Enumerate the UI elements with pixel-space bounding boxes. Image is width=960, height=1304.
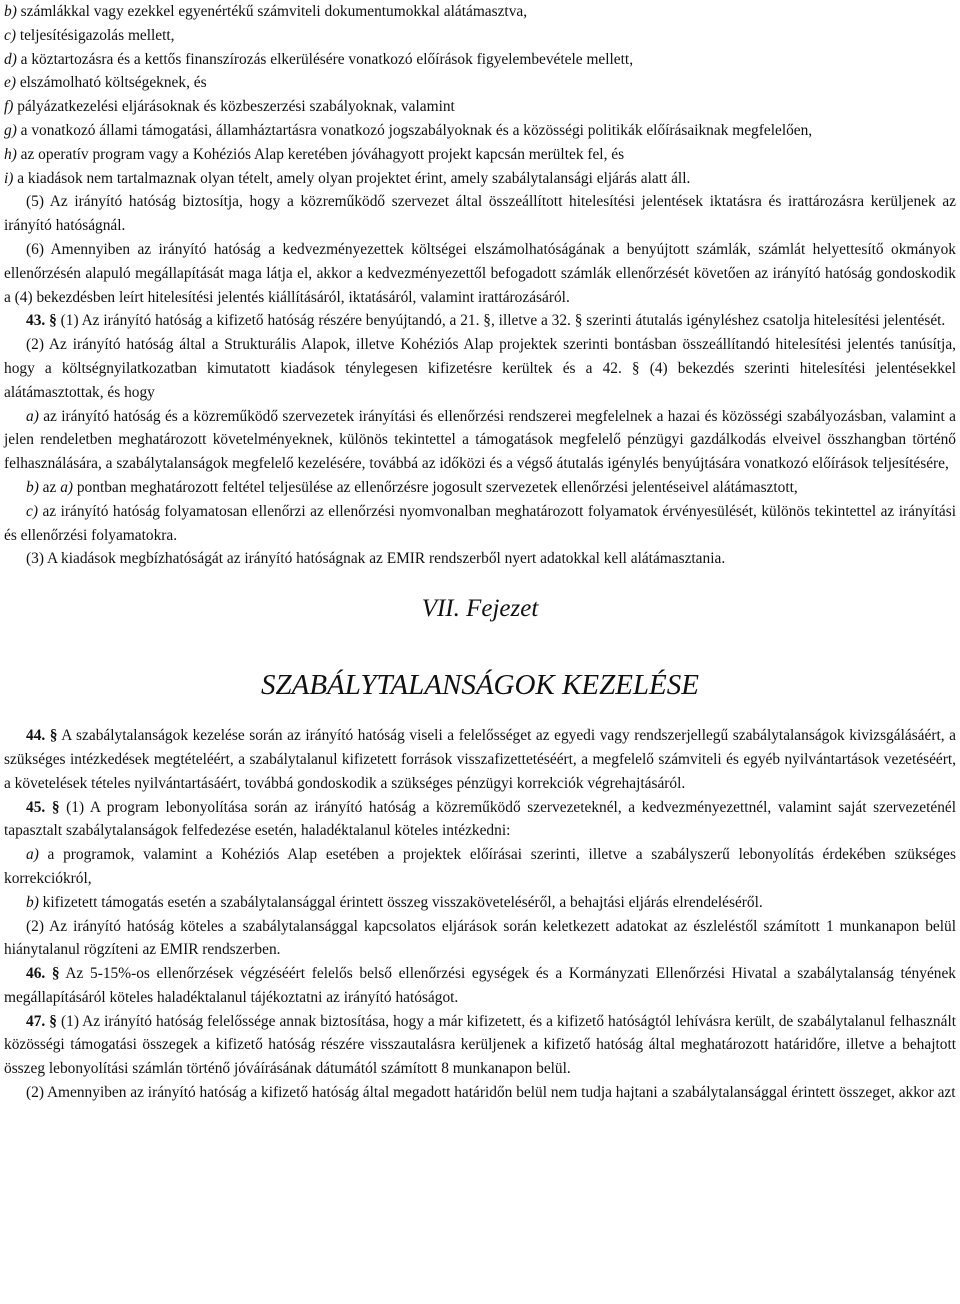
section-43 xyxy=(4,309,956,571)
section-47-p2: (2) Amennyiben az irányító hatóság a kifizető hatóság által megadott határidőn belül nem tudja hajtani a szabálytalansággal érintett összeget, akkor azt xyxy=(26,1084,956,1102)
section-44 xyxy=(4,724,956,795)
section-43-p1 xyxy=(4,309,956,333)
item-text: kifizetett támogatás esetén a szabálytalansággal érintett összeg visszaköveteléséről, a behajtási eljárás elrendeléséről. xyxy=(38,893,763,911)
item-label: a) xyxy=(26,846,39,864)
section-number: 46. § xyxy=(26,965,60,983)
section-number: 44. § xyxy=(26,727,58,745)
section-46-text xyxy=(4,962,956,1010)
section-text: Az 5-15%-os ellenőrzések végzéséért felelős belső ellenőrzési egységek és a Kormányzati Ellenőrzési Hivatal a szabálytalanság tényének megállapításáról köteles haladéktalanul tájékoztatni az irányító hatóságot. xyxy=(4,965,956,1006)
item-label: c) xyxy=(4,26,16,44)
section-47 xyxy=(4,1010,956,1105)
item-label: h) xyxy=(4,145,17,163)
section-47-p1 xyxy=(4,1010,956,1081)
list-item-b xyxy=(4,0,956,24)
section-45-p1 xyxy=(4,796,956,844)
item-reference: a) xyxy=(60,478,74,496)
item-text: a kiadások nem tartalmaznak olyan tételt, amely olyan projektet érint, amely szabálytalansági eljárás alatt áll. xyxy=(13,169,691,187)
item-label: e) xyxy=(4,74,16,92)
section-44-text xyxy=(4,724,956,795)
section-43-p3: (3) A kiadások megbízhatóságát az irányító hatóságnak az EMIR rendszerből nyert adatokkal kell alátámasztania. xyxy=(26,550,726,568)
item-label: c) xyxy=(26,502,38,520)
item-text: a vonatkozó állami támogatási, államháztartásra vonatkozó jogszabályoknak és a közösségi politikák előírásaiknak megfelelően, xyxy=(16,121,813,139)
item-label: a) xyxy=(26,407,39,425)
item-label: i) xyxy=(4,169,14,187)
list-item-g xyxy=(4,119,956,143)
item-text: számlákkal vagy ezekkel egyenértékű számviteli dokumentumokkal alátámasztva, xyxy=(16,3,528,20)
item-text: az xyxy=(38,478,61,496)
item-label: g) xyxy=(4,121,17,139)
paragraph-5: (5) Az irányító hatóság biztosítja, hogy a közreműködő szervezet által összeállított hitelesítési jelentések iktatásra és irattározásra kerüljenek az irányító hatóságnál. xyxy=(4,193,956,235)
chapter-title: SZABÁLYTALANSÁGOK KEZELÉSE xyxy=(261,669,699,702)
chapter-heading: VII. Fejezet xyxy=(421,595,539,623)
section-43-item-c xyxy=(4,500,956,548)
section-43-p2: (2) Az irányító hatóság által a Strukturális Alapok, illetve Kohéziós Alap projektek szerinti bontásban összeállítandó hitelesítési jelentés tanúsítja, hogy a költségnyilatkozatban kimutatott kiadások ténylegesen kifizetésre kerültek és a 42. § (4) bekezdés szerinti hitelesítési jelentésekkel alátámasztottak, és hogy xyxy=(4,336,956,401)
item-label: f) xyxy=(4,98,14,116)
paragraph-6: (6) Amennyiben az irányító hatóság a kedvezményezettek költségei elszámolhatóságának a benyújtott számlák, számlát helyettesítő okmányok ellenőrzésén alapuló megállapítását maga látja el, akkor a kedvezményezettől befogadott számlák ellenőrzését követően az irányító hatóság gondoskodik a (4) bekezdésben leírt hitelesítési jelentés kiállításáról, iktatásáról, valamint irattározásáról. xyxy=(4,240,956,306)
item-label: b) xyxy=(26,478,39,496)
list-item-h xyxy=(4,143,956,167)
item-label: d) xyxy=(4,50,17,68)
section-43-item-b xyxy=(4,476,956,500)
item-label: b) xyxy=(26,893,39,911)
section-text: (1) Az irányító hatóság felelőssége annak biztosítása, hogy a már kifizetett, és a kifizető hatóságtól lehívásra került, de szabálytalanul felhasznált közösségi támogatási összegek a kifizető hatóság részére visszautalásra kerüljenek a kifizető hatóság által meghatározott határidőre, illetve a behajtott összeg lebonyolítási számlán történő jóváírásának dátumától számított 8 munkanapon belül. xyxy=(4,1012,956,1078)
item-text: teljesítésigazolás mellett, xyxy=(15,26,175,44)
list-item-d xyxy=(4,48,956,72)
section-text: (1) Az irányító hatóság a kifizető hatóság részére benyújtandó, a 21. §, illetve a 32. § szerinti átutalás igényléshez csatolja hitelesítési jelentését. xyxy=(56,312,946,330)
section-45-item-a xyxy=(4,843,956,891)
section-number: 47. § xyxy=(26,1012,57,1030)
section-45-p2: (2) Az irányító hatóság köteles a szabálytalansággal kapcsolatos eljárások során keletkezett adatokat az észleléstől számított 1 munkanapon belül hiánytalanul rögzíteni az EMIR rendszerben. xyxy=(4,917,956,959)
list-item-i xyxy=(4,167,956,191)
item-text: az irányító hatóság folyamatosan ellenőrzi az ellenőrzési nyomvonalban meghatározott folyamatok érvényesülését, különös tekintettel az irányítási és ellenőrzési folyamatokra. xyxy=(4,502,956,544)
section-46 xyxy=(4,962,956,1010)
item-label: b) xyxy=(4,3,17,20)
list-item-c xyxy=(4,24,956,48)
section-43-item-a xyxy=(4,405,956,476)
section-number: 43. § xyxy=(26,312,57,330)
list-item-e xyxy=(4,71,956,95)
list-items-top xyxy=(4,0,956,190)
item-text: az irányító hatóság és a közreműködő szervezetek irányítási és ellenőrzési rendszerei megfelelnek a hazai és közösségi szabályozásban, valamint a jelen rendeletben meghatározott követelményeknek, különös tekintettel a támogatások megfelelő pénzügyi gazdálkodás elveivel összhangban történő felhasználására, a szabálytalanságok megfelelő kezelésére, továbbá az időközi és a végső átutalás igénylés benyújtására vonatkozó előírások teljesítésére, xyxy=(4,407,956,473)
section-45-item-b xyxy=(4,891,956,915)
item-text: elszámolható költségeknek, és xyxy=(15,74,207,92)
list-item-f xyxy=(4,95,956,119)
section-text: A szabálytalanságok kezelése során az irányító hatóság viseli a felelősséget az egyedi vagy rendszerjellegű szabálytalanságok kivizsgálásáért, a szükséges intézkedések megtételéért, a szabálytalanul kifizetett források visszafizettetéséért, a megfelelő számviteli és egyéb nyilvántartások vezetéséért, a követelések tételes nyilvántartásáért, továbbá gondoskodik a szükséges pénzügyi korrekciók végrehajtásáról. xyxy=(4,727,956,792)
item-text: az operatív program vagy a Kohéziós Alap keretében jóváhagyott projekt kapcsán merültek fel, és xyxy=(16,145,625,163)
item-text: pályázatkezelési eljárásoknak és közbeszerzési szabályoknak, valamint xyxy=(13,98,455,116)
section-text: (1) A program lebonyolítása során az irányító hatóság a közreműködő szervezeteknél, a kedvezményezettnél, valamint saját szervezeténél tapasztalt szabálytalanságok felfedezése esetén, haladéktalanul köteles intézkedni: xyxy=(4,798,956,840)
item-text: a köztartozásra és a kettős finanszírozás elkerülésére vonatkozó előírások figyelembevétele mellett, xyxy=(16,50,634,68)
item-text: pontban meghatározott feltétel teljesülése az ellenőrzésre jogosult szervezetek ellenőrzési jelentéseivel alátámasztott, xyxy=(73,478,798,496)
section-number: 45. § xyxy=(26,798,60,816)
section-45 xyxy=(4,796,956,963)
item-text: a programok, valamint a Kohéziós Alap esetében a projektek előírásai szerinti, illetve a szabályszerű lebonyolítás érdekében szükséges korrekciókról, xyxy=(4,846,956,887)
